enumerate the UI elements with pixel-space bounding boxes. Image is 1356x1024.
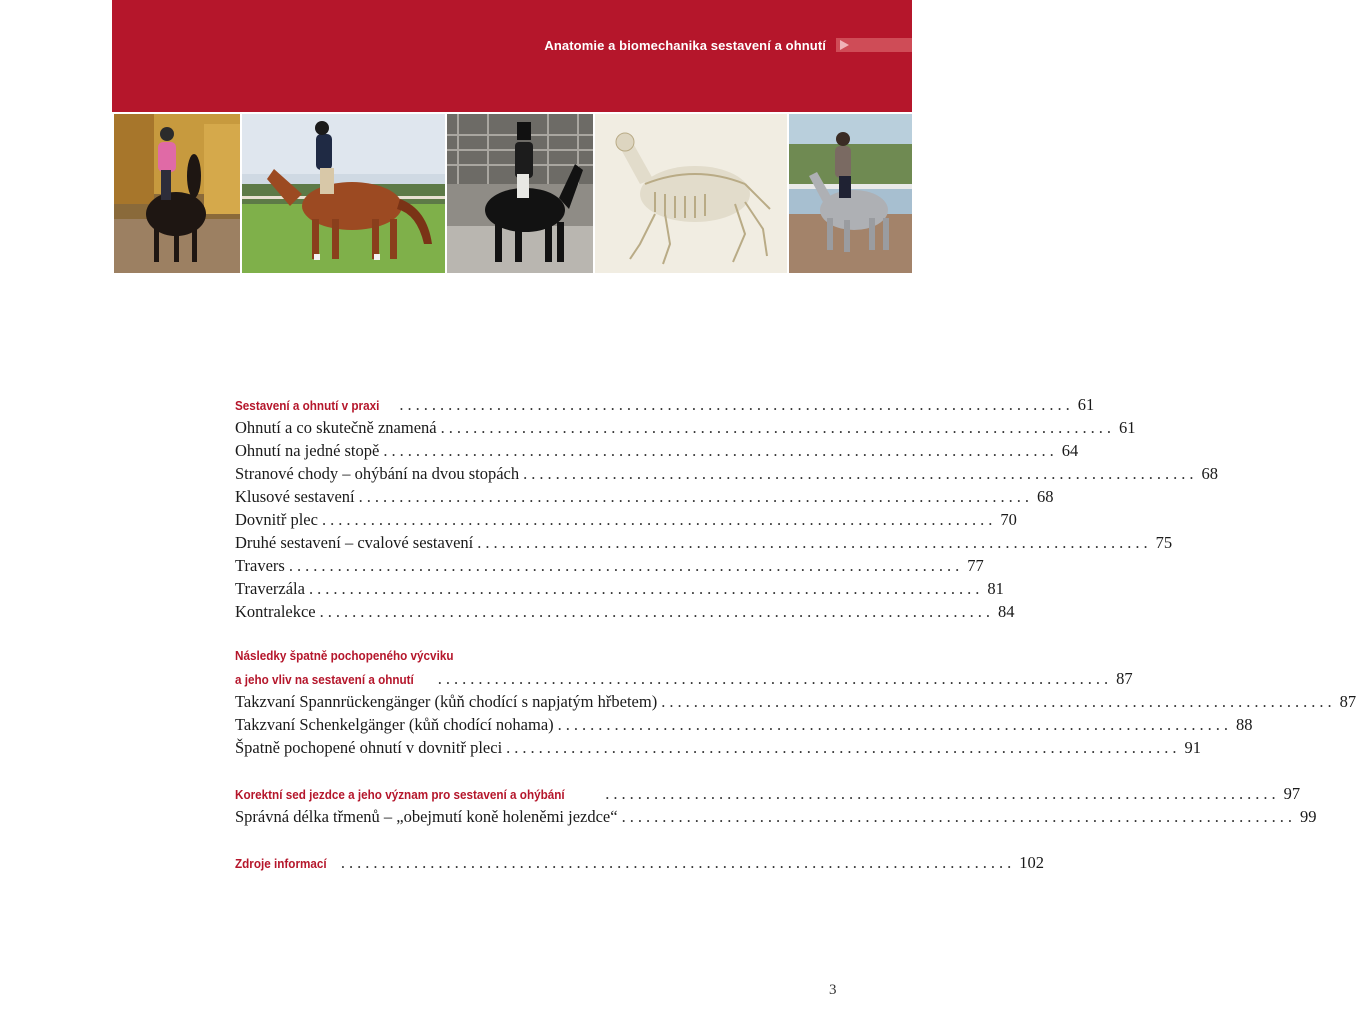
toc-leader-dots: ...................................................................................: [358, 487, 1033, 506]
toc-section-heading[interactable]: [235, 393, 1095, 416]
toc-leader-dots: ...................................................................................: [661, 692, 1336, 711]
toc-entry[interactable]: [235, 690, 1356, 713]
toc-entry[interactable]: [235, 577, 1004, 600]
toc-heading-title: a jeho vliv na sestavení a ohnutí: [235, 672, 414, 687]
toc-page-number: 77: [967, 556, 984, 575]
toc-entry[interactable]: [235, 485, 1054, 508]
toc-entry[interactable]: [235, 736, 1202, 759]
toc-leader-dots: ...................................................................................: [477, 533, 1152, 552]
toc-entry[interactable]: [235, 462, 1218, 485]
rider-grey-horse-arena-photo: [789, 114, 912, 273]
toc-page-number: 87: [1339, 692, 1356, 711]
toc-entry-title: Kontralekce: [235, 602, 316, 621]
toc-heading-title: Sestavení a ohnutí v praxi: [235, 398, 380, 413]
toc-page-number: 88: [1236, 715, 1253, 734]
toc-entry-title: Ohnutí na jedné stopě: [235, 441, 380, 460]
rider-chestnut-horse-trotting-photo: [242, 114, 445, 273]
toc-entry[interactable]: [235, 554, 984, 577]
toc-leader-dots: ...................................................................................: [621, 807, 1296, 826]
toc-entry-title: Dovnitř plec: [235, 510, 318, 529]
toc-page-number: 91: [1184, 738, 1202, 757]
toc-entry[interactable]: [235, 416, 1136, 439]
toc-page-number: 99: [1299, 807, 1317, 826]
toc-page-number: 97: [1283, 784, 1301, 803]
chapter-header-band: [112, 0, 912, 112]
toc-leader-dots: ...................................................................................: [288, 556, 964, 575]
toc-leader-dots: ...................................................................................: [321, 510, 997, 529]
toc-leader-dots: ...................................................................................: [399, 395, 1074, 414]
toc-leader-dots: ...................................................................................: [523, 464, 1198, 483]
toc-entry-title: Takzvaní Schenkelgänger (kůň chodící nohama): [235, 715, 554, 734]
horse-skeleton-illustration: [595, 114, 787, 273]
toc-leader-dots: ...................................................................................: [557, 715, 1233, 734]
toc-entry-title: Traverzála: [235, 579, 305, 598]
toc-heading-title: Korektní sed jezdce a jeho význam pro sestavení a ohýbání: [235, 787, 565, 802]
toc-entry[interactable]: [235, 439, 1079, 462]
toc-entry-title: Ohnutí a co skutečně znamená: [235, 418, 437, 437]
rider-pink-jacket-dark-horse-photo: [114, 114, 240, 273]
page-number: 3: [829, 982, 837, 998]
toc-heading-title: Zdroje informací: [235, 856, 327, 871]
toc-page-number: 64: [1061, 441, 1079, 460]
toc-page-number: 75: [1155, 533, 1173, 552]
toc-page-number: 87: [1116, 669, 1133, 688]
toc-leader-dots: ...................................................................................: [506, 738, 1181, 757]
toc-leader-dots: ...................................................................................: [308, 579, 984, 598]
toc-leader-dots: ...................................................................................: [440, 418, 1115, 437]
header-tab: [836, 38, 912, 52]
toc-section-heading[interactable]: [235, 782, 1301, 805]
toc-page-number: 102: [1019, 853, 1044, 872]
toc-entry-title: Klusové sestavení: [235, 487, 355, 506]
toc-page-number: 61: [1118, 418, 1136, 437]
toc-leader-dots: ...................................................................................: [383, 441, 1058, 460]
toc-page-number: 70: [1000, 510, 1017, 529]
toc-leader-dots: ...................................................................................: [319, 602, 994, 621]
toc-entry[interactable]: [235, 805, 1317, 828]
toc-entry-title: Takzvaní Spannrückengänger (kůň chodící s napjatým hřbetem): [235, 692, 658, 711]
chapter-title: Anatomie a biomechanika sestavení a ohnutí: [544, 38, 826, 53]
historic-dressage-black-horse-photo: [447, 114, 593, 273]
toc-page-number: 68: [1201, 464, 1218, 483]
toc-entry-title: Stranové chody – ohýbání na dvou stopách: [235, 464, 520, 483]
toc-section-heading[interactable]: [235, 851, 1044, 874]
toc-entry-title: Správná délka třmenů – „obejmutí koně holeněmi jezdce“: [235, 807, 618, 826]
toc-section-heading-line[interactable]: Následky špatně pochopeného výcviku: [235, 648, 454, 663]
toc-entry-title: Špatně pochopené ohnutí v dovnitř pleci: [235, 738, 503, 757]
toc-entry-title: Travers: [235, 556, 285, 575]
toc-entry[interactable]: [235, 713, 1253, 736]
toc-leader-dots: ...................................................................................: [340, 853, 1016, 872]
toc-page-number: 84: [998, 602, 1015, 621]
toc-page-number: 61: [1077, 395, 1095, 414]
toc-entry[interactable]: [235, 531, 1173, 554]
toc-entry[interactable]: [235, 508, 1017, 531]
toc-page-number: 68: [1036, 487, 1054, 506]
triangle-arrow-icon: [840, 40, 849, 50]
toc-entry-title: Druhé sestavení – cvalové sestavení: [235, 533, 474, 552]
toc-page-number: 81: [987, 579, 1004, 598]
toc-entry[interactable]: [235, 600, 1015, 623]
toc-section-heading[interactable]: [235, 667, 1133, 690]
toc-leader-dots: ...................................................................................: [605, 784, 1280, 803]
toc-leader-dots: ...................................................................................: [437, 669, 1113, 688]
